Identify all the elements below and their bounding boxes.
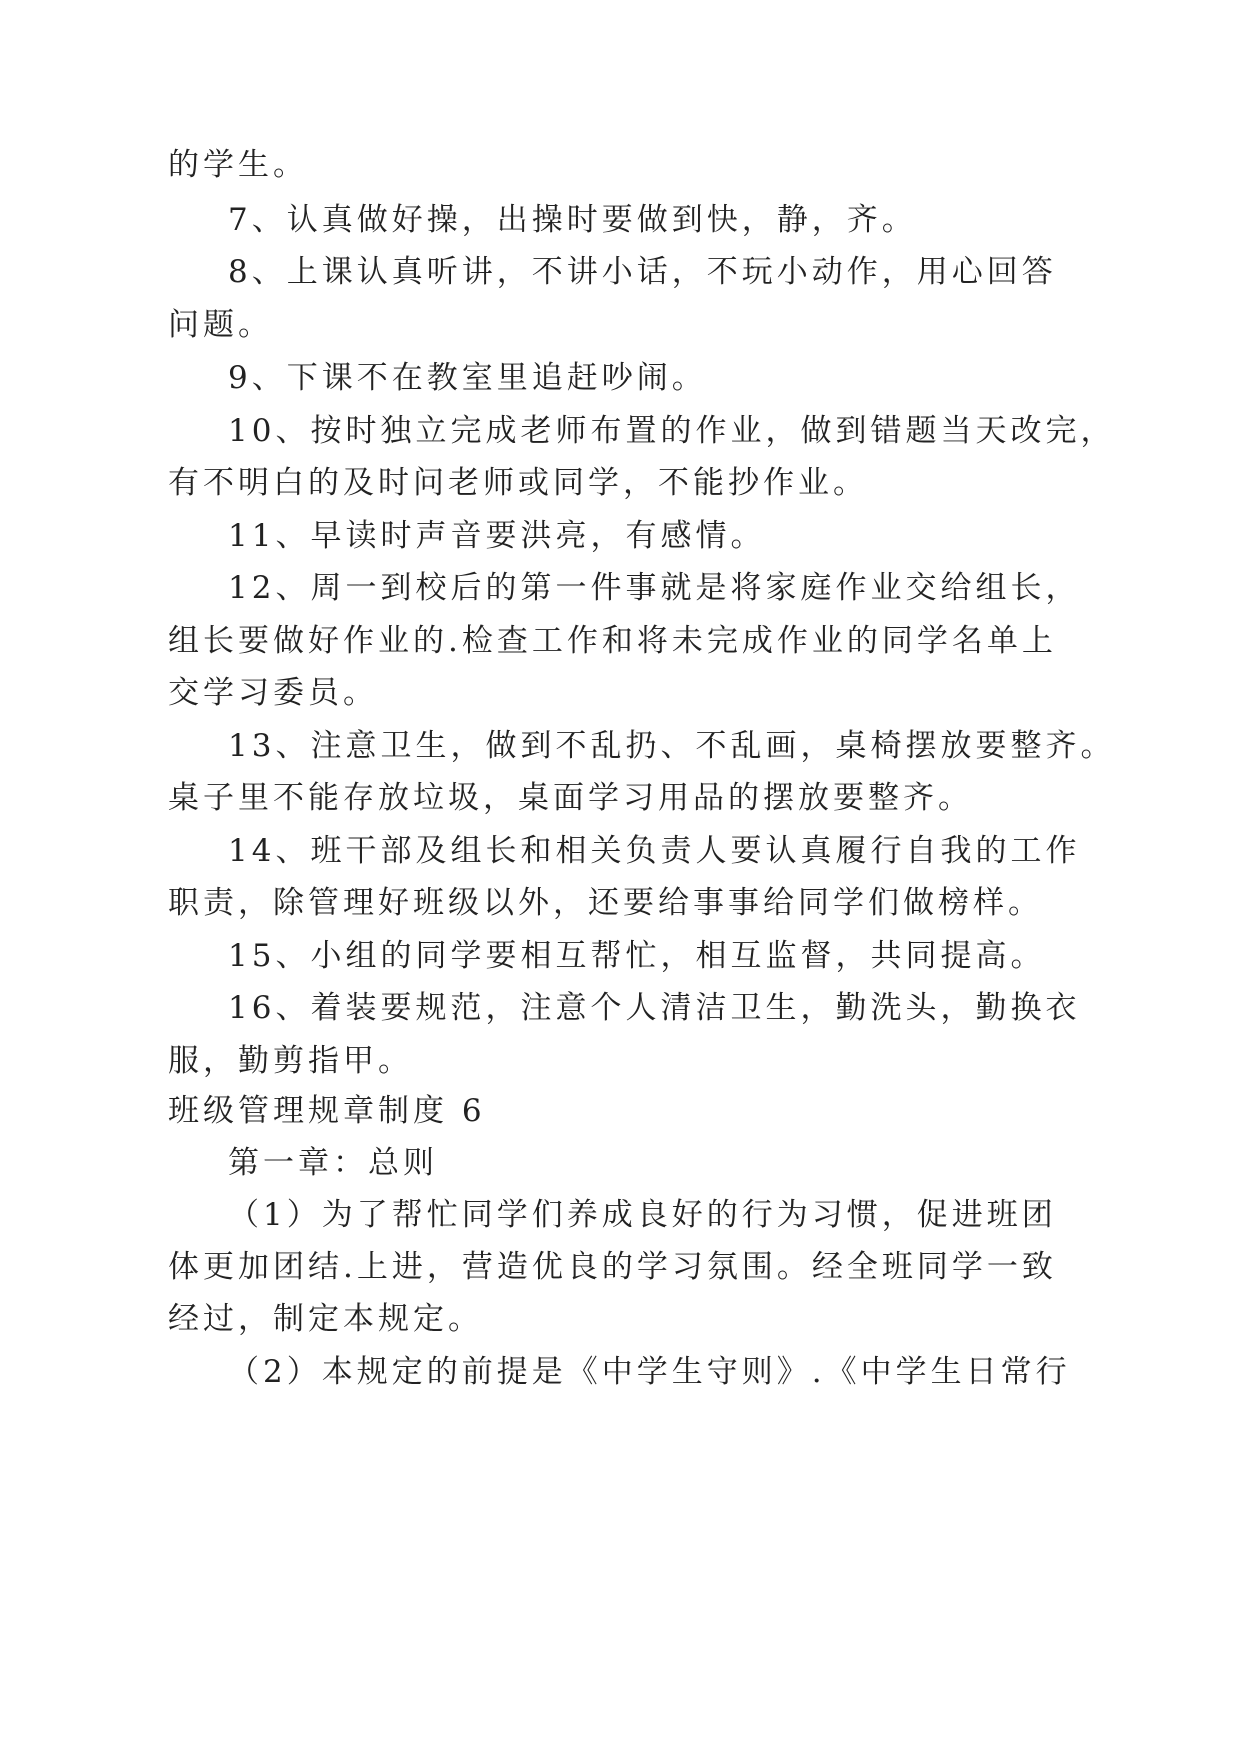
text-line: 12、周一到校后的第一件事就是将家庭作业交给组长， bbox=[228, 570, 1081, 606]
text-line: 7、认真做好操，出操时要做到快，静，齐。 bbox=[228, 202, 917, 238]
text-line: 组长要做好作业的.检查工作和将未完成作业的同学名单上 bbox=[168, 623, 1057, 659]
text-line: 经过，制定本规定。 bbox=[168, 1301, 483, 1337]
text-line: 8、上课认真听讲，不讲小话，不玩小动作，用心回答 bbox=[228, 254, 1057, 290]
text-line: 9、下课不在教室里追赶吵闹。 bbox=[228, 360, 707, 396]
section-heading: 班级管理规章制度 6 bbox=[168, 1093, 486, 1129]
chapter-heading: 第一章：总则 bbox=[228, 1145, 438, 1181]
text-line: 体更加团结.上进，营造优良的学习氛围。经全班同学一致 bbox=[168, 1249, 1057, 1285]
text-line: 交学习委员。 bbox=[168, 675, 378, 711]
text-line: 11、早读时声音要洪亮，有感情。 bbox=[228, 518, 766, 554]
text-line: （2）本规定的前提是《中学生守则》.《中学生日常行 bbox=[228, 1354, 1071, 1390]
text-line: 服，勤剪指甲。 bbox=[168, 1043, 413, 1079]
text-line: 10、按时独立完成老师布置的作业，做到错题当天改完， bbox=[228, 413, 1116, 449]
text-line: 13、注意卫生，做到不乱扔、不乱画，桌椅摆放要整齐。 bbox=[228, 728, 1116, 764]
text-line: 16、着装要规范，注意个人清洁卫生，勤洗头，勤换衣 bbox=[228, 990, 1081, 1026]
text-line: 15、小组的同学要相互帮忙，相互监督，共同提高。 bbox=[228, 938, 1046, 974]
text-line: 14、班干部及组长和相关负责人要认真履行自我的工作 bbox=[228, 833, 1081, 869]
text-line: 有不明白的及时问老师或同学，不能抄作业。 bbox=[168, 465, 868, 501]
text-line: 职责，除管理好班级以外，还要给事事给同学们做榜样。 bbox=[168, 885, 1043, 921]
text-line: 桌子里不能存放垃圾，桌面学习用品的摆放要整齐。 bbox=[168, 780, 973, 816]
text-line: 问题。 bbox=[168, 307, 273, 343]
text-line: 的学生。 bbox=[168, 147, 308, 183]
text-line: （1）为了帮忙同学们养成良好的行为习惯，促进班团 bbox=[228, 1197, 1057, 1233]
